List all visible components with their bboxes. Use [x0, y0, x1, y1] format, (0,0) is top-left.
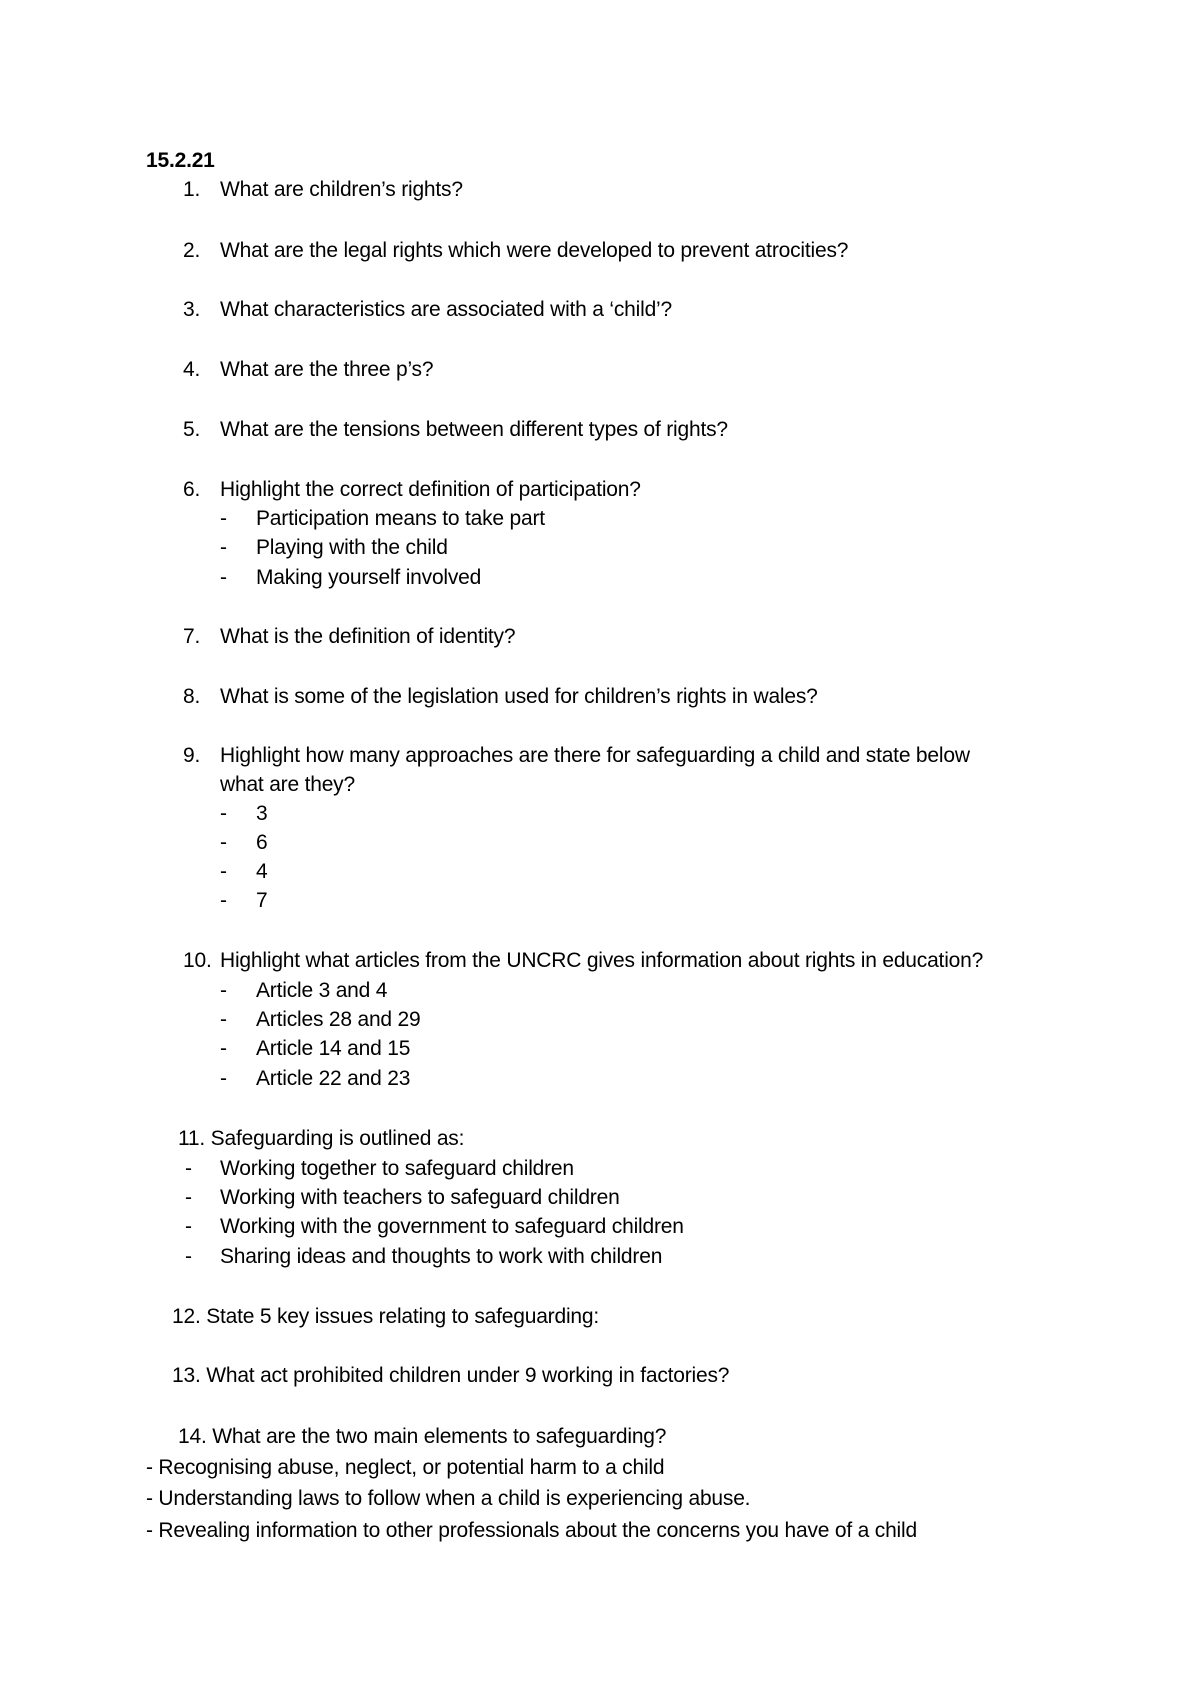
question-3-number: 3. [183, 298, 201, 321]
question-8-number: 8. [183, 685, 201, 708]
list-dash: - [220, 566, 227, 589]
question-11-option: Working with the government to safeguard children [220, 1215, 684, 1238]
question-4-number: 4. [183, 358, 201, 381]
list-dash: - [185, 1215, 192, 1238]
list-dash: - [185, 1157, 192, 1180]
question-2-number: 2. [183, 239, 201, 262]
list-dash: - [220, 507, 227, 530]
list-dash: - [220, 831, 227, 854]
list-dash: - [220, 1037, 227, 1060]
question-14-answer: - Recognising abuse, neglect, or potential harm to a child [146, 1456, 665, 1479]
question-10-number: 10. [183, 949, 212, 972]
question-11-option: Working with teachers to safeguard children [220, 1186, 620, 1209]
question-3-text: What characteristics are associated with a ‘child’? [220, 298, 672, 321]
list-dash: - [220, 889, 227, 912]
question-5-number: 5. [183, 418, 201, 441]
question-10-option: Article 14 and 15 [256, 1037, 411, 1060]
question-6-option: Playing with the child [256, 536, 448, 559]
question-9-option: 3 [256, 802, 268, 825]
question-1-text: What are children’s rights? [220, 178, 463, 201]
question-7-number: 7. [183, 625, 201, 648]
list-dash: - [220, 860, 227, 883]
document-date: 15.2.21 [146, 149, 215, 172]
question-1-number: 1. [183, 178, 201, 201]
question-11-option: Working together to safeguard children [220, 1157, 574, 1180]
question-2-text: What are the legal rights which were developed to prevent atrocities? [220, 239, 849, 262]
list-dash: - [185, 1186, 192, 1209]
list-dash: - [220, 1008, 227, 1031]
question-10-option: Article 22 and 23 [256, 1067, 411, 1090]
list-dash: - [220, 1067, 227, 1090]
question-6-option: Participation means to take part [256, 507, 545, 530]
question-9-option: 6 [256, 831, 268, 854]
list-dash: - [220, 802, 227, 825]
question-9-option: 7 [256, 889, 268, 912]
list-dash: - [185, 1245, 192, 1268]
question-6-number: 6. [183, 478, 201, 501]
list-dash: - [220, 536, 227, 559]
question-9-option: 4 [256, 860, 268, 883]
question-9-text-line2: what are they? [220, 773, 355, 796]
question-5-text: What are the tensions between different types of rights? [220, 418, 728, 441]
question-6-text: Highlight the correct definition of participation? [220, 478, 641, 501]
question-7-text: What is the definition of identity? [220, 625, 516, 648]
question-8-text: What is some of the legislation used for children’s rights in wales? [220, 685, 818, 708]
question-14-answer: - Understanding laws to follow when a child is experiencing abuse. [146, 1487, 751, 1510]
question-14-text: 14. What are the two main elements to safeguarding? [178, 1425, 667, 1448]
question-6-option: Making yourself involved [256, 566, 482, 589]
question-13-text: 13. What act prohibited children under 9 working in factories? [172, 1364, 730, 1387]
question-10-text: Highlight what articles from the UNCRC gives information about rights in education? [220, 949, 984, 972]
question-9-text-line1: Highlight how many approaches are there for safeguarding a child and state below [220, 744, 970, 767]
question-11-option: Sharing ideas and thoughts to work with children [220, 1245, 663, 1268]
question-12-text: 12. State 5 key issues relating to safeguarding: [172, 1305, 600, 1328]
list-dash: - [220, 979, 227, 1002]
question-4-text: What are the three p’s? [220, 358, 434, 381]
question-14-answer: - Revealing information to other professionals about the concerns you have of a child [146, 1519, 917, 1542]
question-10-option: Article 3 and 4 [256, 979, 388, 1002]
question-10-option: Articles 28 and 29 [256, 1008, 421, 1031]
question-11-text: 11. Safeguarding is outlined as: [178, 1127, 465, 1150]
question-9-number: 9. [183, 744, 201, 767]
